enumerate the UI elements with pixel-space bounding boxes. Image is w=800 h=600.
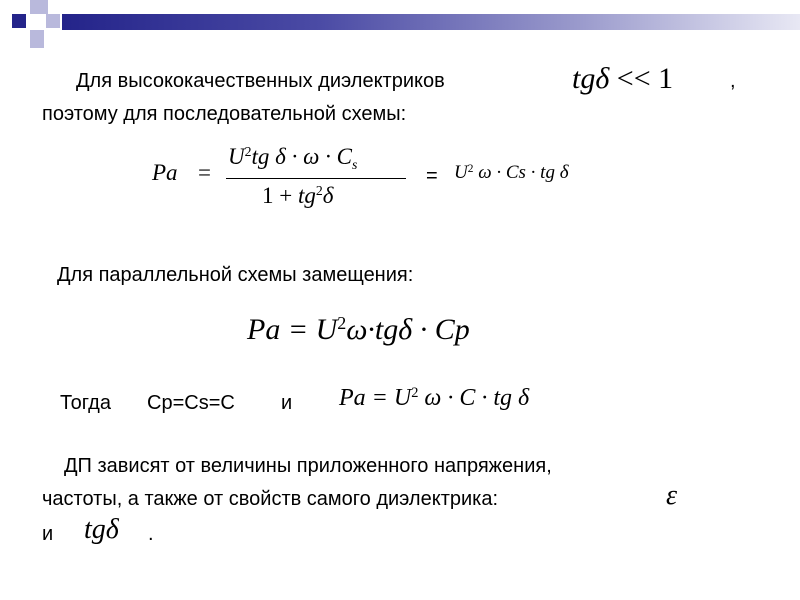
- p2-text: Для параллельной схемы замещения:: [57, 264, 414, 286]
- series-rhs: $U^2$ ω · Cs · tg δ: [454, 162, 569, 183]
- deco-square-light: [30, 0, 48, 14]
- series-numerator: $U^2tg$ $\delta \cdot \omega \cdot C_s$: [228, 144, 358, 172]
- p3-lead: Тогда: [60, 392, 111, 414]
- deco-square-light-3: [30, 30, 44, 48]
- p3-equality: Cp=Cs=C: [147, 392, 235, 414]
- series-eq: =: [198, 160, 211, 185]
- fraction-bar: [226, 178, 406, 179]
- p4-line2: частоты, а также от свойств самого диэлектрика:: [42, 488, 499, 510]
- p4-dot: .: [148, 523, 154, 545]
- series-eq2: =: [426, 165, 438, 187]
- epsilon-symbol: ε: [666, 480, 678, 511]
- tg-delta-symbol: tgδ: [84, 514, 119, 545]
- p3-and: и: [281, 392, 293, 414]
- deco-square-large: [12, 14, 26, 28]
- p4-line1: ДП зависят от величины приложенного напряжения,: [64, 455, 552, 477]
- p4-line3: и: [42, 523, 54, 545]
- series-denominator: $1 + tg^2\delta$: [262, 183, 334, 208]
- deco-square-light-2: [46, 14, 60, 28]
- parallel-formula: $Pa = U^2\omega\cdot tg\delta \cdot Cp$: [247, 313, 470, 346]
- final-formula: $Pa = U^2$ ω · C · tg δ: [339, 385, 530, 411]
- p1-line2: поэтому для последовательной схемы:: [42, 103, 407, 125]
- deco-gradient-bar: [62, 14, 800, 30]
- p1-comma: ,: [730, 70, 736, 92]
- p1-line1: Для высококачественных диэлектриков: [76, 70, 445, 92]
- tg-delta-condition: tgδ << 1: [572, 62, 674, 95]
- series-lhs: Pa: [152, 160, 178, 185]
